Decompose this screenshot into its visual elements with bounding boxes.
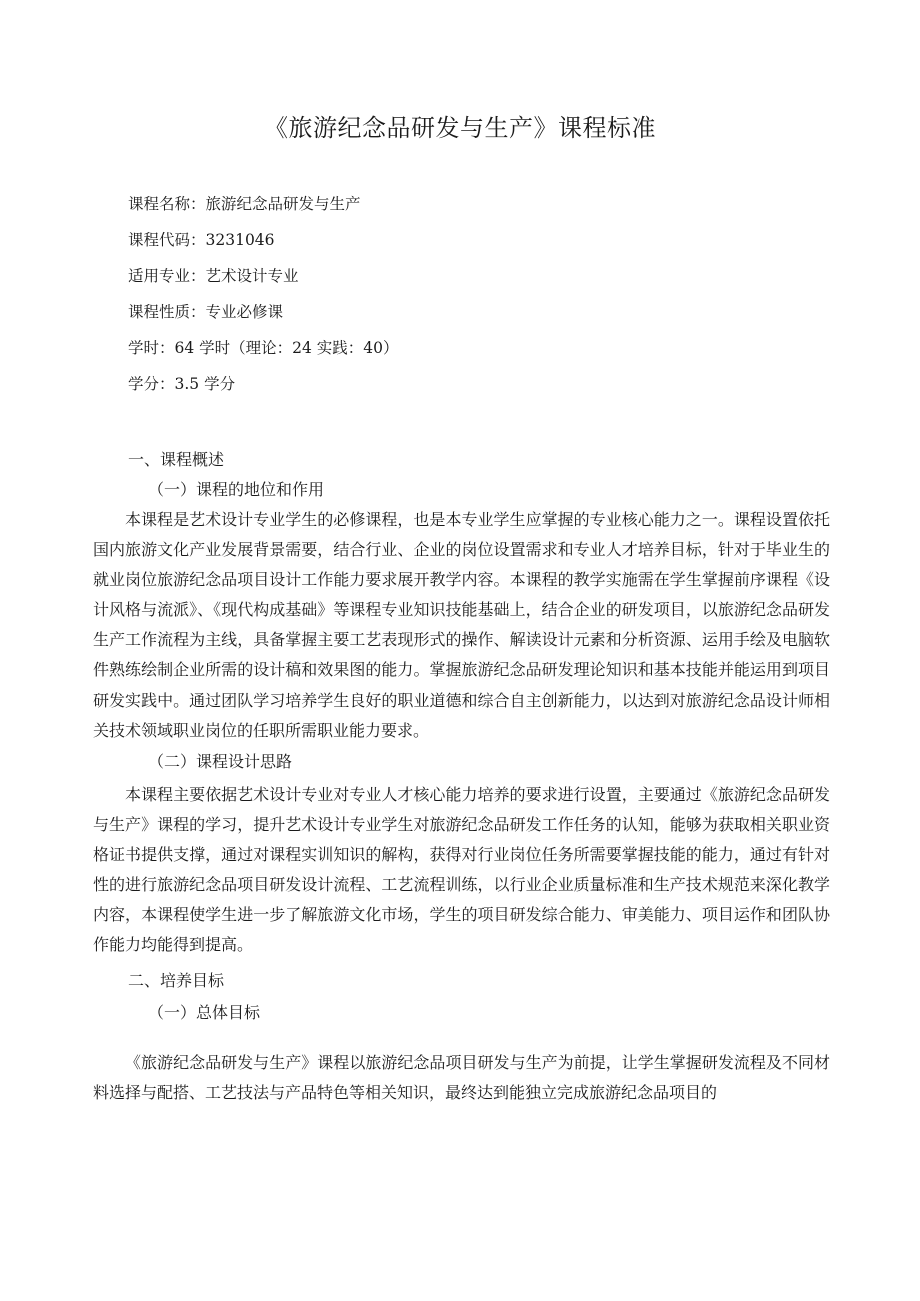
subsection-heading: （一）课程的地位和作用 bbox=[148, 480, 325, 499]
meta-credits: 学分：3.5 学分 bbox=[128, 375, 236, 393]
subsection-heading: （一）总体目标 bbox=[148, 1003, 261, 1023]
paragraph: 本课程是艺术设计专业学生的必修课程，也是本专业学生应掌握的专业核心能力之一。课程设置依托国内旅游文化产业发展背景需要，结合行业、企业的岗位设置需求和专业人才培养目标，针对于毕业生的就业岗位旅游纪念品项目设计工作能力要求展开教学内容。本课程的教学实施需在学生掌握前序课程《设计风格与流派》、《现代构成基础》等课程专业知识技能基础上，结合企业的研发项目，以旅游纪念品研发生产工作流程为主线，具备掌握主要工艺表现形式的操作、解读设计元素和分析资源、运用手绘及电脑软件熟练绘制企业所需的设计稿和效果图的能力。掌握旅游纪念品研发理论知识和基本技能并能运用到项目研发实践中。通过团队学习培养学生良好的职业道德和综合自主创新能力，以达到对旅游纪念品设计师相关技术领域职业岗位的任职所需职业能力要求。 bbox=[93, 510, 830, 740]
paragraph: 本课程主要依据艺术设计专业对专业人才核心能力培养的要求进行设置，主要通过《旅游纪念品研发与生产》课程的学习，提升艺术设计专业学生对旅游纪念品研发工作任务的认知，能够为获取相关职业资格证书提供支撑，通过对课程实训知识的解构，获得对行业岗位任务所需要掌握技能的能力，通过有针对性的进行旅游纪念品项目研发设计流程、工艺流程训练，以行业企业质量标准和生产技术规范来深化教学内容，本课程使学生进一步了解旅游文化市场，学生的项目研发综合能力、审美能力、项目运作和团队协作能力均能得到提高。 bbox=[93, 784, 830, 955]
paragraph: 《旅游纪念品研发与生产》课程以旅游纪念品项目研发与生产为前提，让学生掌握研发流程及不同材料选择与配搭、工艺技法与产品特色等相关知识，最终达到能独立完成旅游纪念品项目的 bbox=[93, 1053, 830, 1103]
subsection-heading: （二）课程设计思路 bbox=[148, 751, 293, 771]
meta-course-code: 课程代码：3231046 bbox=[128, 231, 275, 249]
meta-course-name: 课程名称：旅游纪念品研发与生产 bbox=[128, 195, 361, 213]
document-title: 《旅游纪念品研发与生产》课程标准 bbox=[264, 114, 656, 142]
meta-hours: 学时：64 学时（理论：24 实践：40） bbox=[128, 339, 399, 357]
meta-major: 适用专业：艺术设计专业 bbox=[128, 267, 299, 285]
section-heading: 一、课程概述 bbox=[128, 450, 225, 469]
course-meta bbox=[128, 192, 828, 408]
document-body bbox=[93, 445, 830, 1109]
meta-course-type: 课程性质：专业必修课 bbox=[128, 303, 284, 321]
section-heading: 二、培养目标 bbox=[128, 971, 225, 991]
